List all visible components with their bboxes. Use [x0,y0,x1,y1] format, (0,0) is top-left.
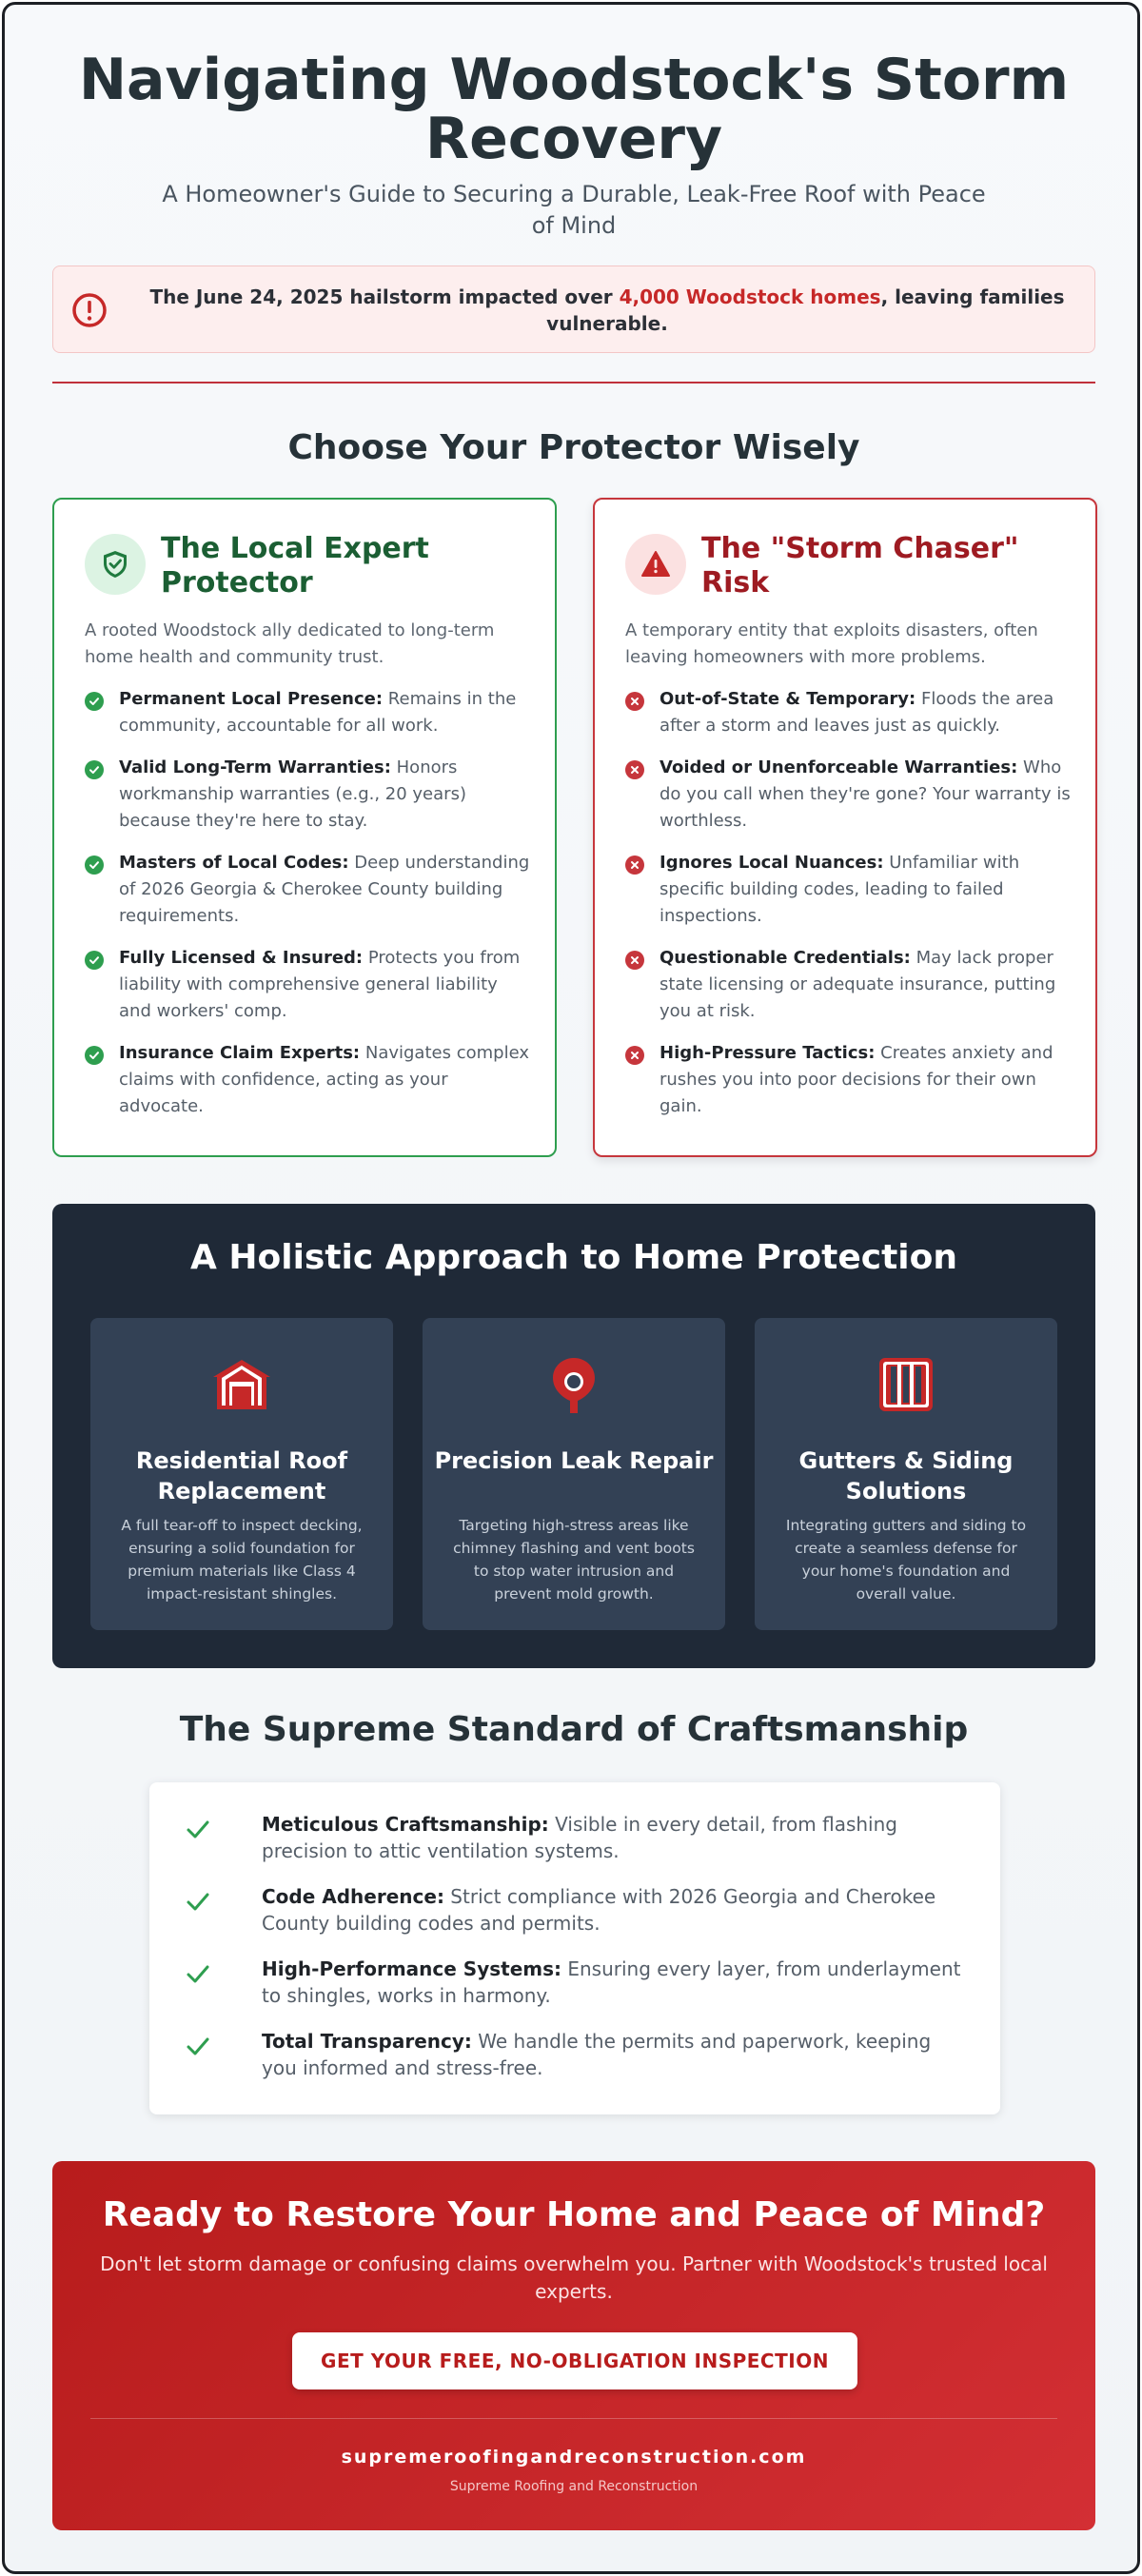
service-description: Integrating gutters and siding to create a seamless defense for your home's foundation and overall value. [785,1517,1027,1603]
storm-chaser-badge [625,534,686,595]
list-item: Out-of-State & Temporary: Floods the area after a storm and leaves just as quickly. [625,686,1073,739]
cta-divider [90,2418,1057,2419]
service-card-roof-replacement [90,1318,393,1630]
section-divider [52,382,1095,383]
storm-chaser-card [593,498,1097,1157]
list-item: Insurance Claim Experts: Navigates complex claims with confidence, acting as your advocate. [85,1040,532,1120]
storm-chaser-title: The "Storm Chaser" Risk [701,532,1019,600]
check-icon [186,1889,210,1914]
cta-panel [52,2161,1095,2530]
list-item: Fully Licensed & Insured: Protects you from liability with comprehensive general liability and workers' comp. [85,945,532,1025]
list-item: Total Transparency: We handle the permits and paperwork, keeping you informed and stress-free. [186,2028,966,2081]
list-item: Questionable Credentials: May lack proper state licensing or adequate insurance, putting you at risk. [625,945,1073,1025]
house-icon [211,1354,272,1415]
page-subtitle: A Homeowner's Guide to Securing a Durable, Leak-Free Roof with Peace of Mind [162,181,986,239]
services-title: A Holistic Approach to Home Protection [189,1238,957,1277]
check-icon [186,1961,210,1986]
local-expert-description: A rooted Woodstock ally dedicated to long-term home health and community trust. [85,620,495,667]
list-item: High-Pressure Tactics: Creates anxiety and rushes you into poor decisions for their own gain. [625,1040,1073,1120]
page-frame [2,2,1140,2574]
service-card-leak-repair [423,1318,725,1630]
leak-pin-icon [543,1354,604,1415]
shield-check-icon [100,549,130,580]
x-circle-icon [625,692,644,711]
cta-subtitle: Don't let storm damage or confusing claims overwhelm you. Partner with Woodstock's trusted local experts. [100,2252,1048,2303]
craftsmanship-box [149,1782,1000,2114]
check-circle-icon [85,855,104,875]
company-name: Supreme Roofing and Reconstruction [449,2479,699,2494]
list-item: Code Adherence: Strict compliance with 2026 Georgia and Cherokee County building codes and permits. [186,1883,966,1937]
free-inspection-button[interactable]: GET YOUR FREE, NO-OBLIGATION INSPECTION [292,2332,857,2389]
service-description: Targeting high-stress areas like chimney flashing and vent boots to stop water intrusion and prevent mold growth. [453,1517,695,1603]
check-icon [186,2034,210,2058]
alert-text: The June 24, 2025 hailstorm impacted over 4,000 Woodstock homes, leaving families vulnerable. [149,285,1065,335]
local-expert-badge [85,534,146,595]
services-panel [52,1204,1095,1668]
local-expert-list [85,686,532,1120]
cta-title: Ready to Restore Your Home and Peace of Mind? [102,2195,1046,2234]
page-title: Navigating Woodstock's Storm Recovery [78,47,1070,172]
storm-chaser-description: A temporary entity that exploits disasters, often leaving homeowners with more problems. [625,620,1038,667]
siding-panels-icon [876,1354,936,1415]
check-icon [186,1817,210,1841]
warning-triangle-icon [640,549,671,580]
check-circle-icon [85,692,104,711]
storm-alert-banner [52,265,1095,353]
x-circle-icon [625,1046,644,1065]
list-item: Valid Long-Term Warranties: Honors workmanship warranties (e.g., 20 years) because they're here to stay. [85,755,532,835]
compare-section-title: Choose Your Protector Wisely [287,428,860,467]
check-circle-icon [85,951,104,970]
x-circle-icon [625,760,644,779]
craftsmanship-title: The Supreme Standard of Craftsmanship [179,1710,969,1749]
list-item: Meticulous Craftsmanship: Visible in every detail, from flashing precision to attic ventilation systems. [186,1811,966,1864]
alert-circle-icon [70,291,108,329]
check-circle-icon [85,1046,104,1065]
service-card-gutters-siding [755,1318,1057,1630]
craftsmanship-list [186,1811,966,2100]
x-circle-icon [625,855,644,875]
list-item: Permanent Local Presence: Remains in the community, accountable for all work. [85,686,532,739]
x-circle-icon [625,951,644,970]
local-expert-card [52,498,557,1157]
list-item: Voided or Unenforceable Warranties: Who do you call when they're gone? Your warranty is worthless. [625,755,1073,835]
storm-chaser-list [625,686,1073,1120]
list-item: High-Performance Systems: Ensuring every layer, from underlayment to shingles, works in harmony. [186,1956,966,2009]
service-title: Residential Roof Replacement [135,1447,348,1504]
service-title: Gutters & Siding Solutions [798,1447,1014,1504]
list-item: Ignores Local Nuances: Unfamiliar with specific building codes, leading to failed inspections. [625,850,1073,930]
local-expert-title: The Local Expert Protector [161,532,429,600]
service-description: A full tear-off to inspect decking, ensuring a solid foundation for premium materials like Class 4 impact-resistant shingles. [121,1517,363,1603]
alert-highlight: 4,000 Woodstock homes [619,285,881,308]
service-title: Precision Leak Repair [434,1447,714,1474]
website-link[interactable]: supremeroofingandreconstruction.com [341,2447,807,2468]
check-circle-icon [85,760,104,779]
list-item: Masters of Local Codes: Deep understanding of 2026 Georgia & Cherokee County building requirements. [85,850,532,930]
